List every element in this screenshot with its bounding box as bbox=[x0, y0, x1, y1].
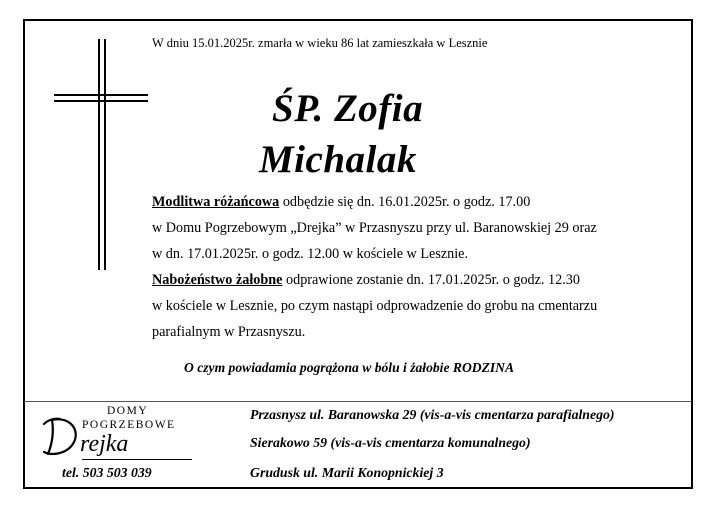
burial-place: parafialnym w Przasnyszu. bbox=[152, 324, 306, 340]
logo-underline bbox=[82, 459, 192, 460]
logo-script: rejka bbox=[80, 431, 129, 457]
rosary-label: Modlitwa różańcowa bbox=[152, 194, 280, 210]
family-closing: O czym powiadamia pogrążona w bólu i żałobie RODZINA bbox=[184, 360, 515, 375]
address-grudusk: Grudusk ul. Marii Konopnickiej 3 bbox=[250, 465, 444, 480]
logo-d-icon bbox=[40, 412, 82, 460]
service-line bbox=[152, 272, 580, 289]
footer-divider bbox=[24, 401, 692, 402]
deceased-name-first: ŚP. Zofia bbox=[272, 87, 424, 130]
logo-initial: D bbox=[54, 456, 55, 457]
deceased-name-last: Michalak bbox=[259, 138, 417, 181]
mass-time: w dn. 17.01.2025r. o godz. 12.00 w kościele w Lesznie. bbox=[152, 246, 469, 262]
cross-icon bbox=[98, 39, 100, 270]
phone-number[interactable]: tel. 503 503 039 bbox=[62, 465, 152, 480]
logo-text-top: DOMY bbox=[107, 405, 149, 417]
death-announcement: W dniu 15.01.2025r. zmarła w wieku 86 lat zamieszkała w Lesznie bbox=[152, 36, 488, 50]
cross-icon-line bbox=[104, 39, 106, 270]
service-text: odprawione zostanie dn. 17.01.2025r. o godz. 12.30 bbox=[282, 272, 580, 288]
address-przasnysz: Przasnysz ul. Baranowska 29 (vis-a-vis cmentarza parafialnego) bbox=[250, 407, 615, 422]
logo-text-mid: POGRZEBOWE bbox=[82, 419, 176, 431]
rosary-line bbox=[152, 194, 530, 211]
cross-bar-bottom bbox=[54, 100, 148, 102]
address-sierakowo: Sierakowo 59 (vis-a-vis cmentarza komunalnego) bbox=[250, 435, 531, 450]
rosary-place: w Domu Pogrzebowym „Drejka” w Przasnyszu przy ul. Baranowskiej 29 oraz bbox=[152, 220, 597, 236]
service-label: Nabożeństwo żałobne bbox=[152, 272, 283, 288]
cross-bar-top bbox=[54, 94, 148, 96]
burial-line: w kościele w Lesznie, po czym nastąpi odprowadzenie do grobu na cmentarzu bbox=[152, 298, 598, 314]
rosary-text: odbędzie się dn. 16.01.2025r. o godz. 17.00 bbox=[279, 194, 531, 210]
